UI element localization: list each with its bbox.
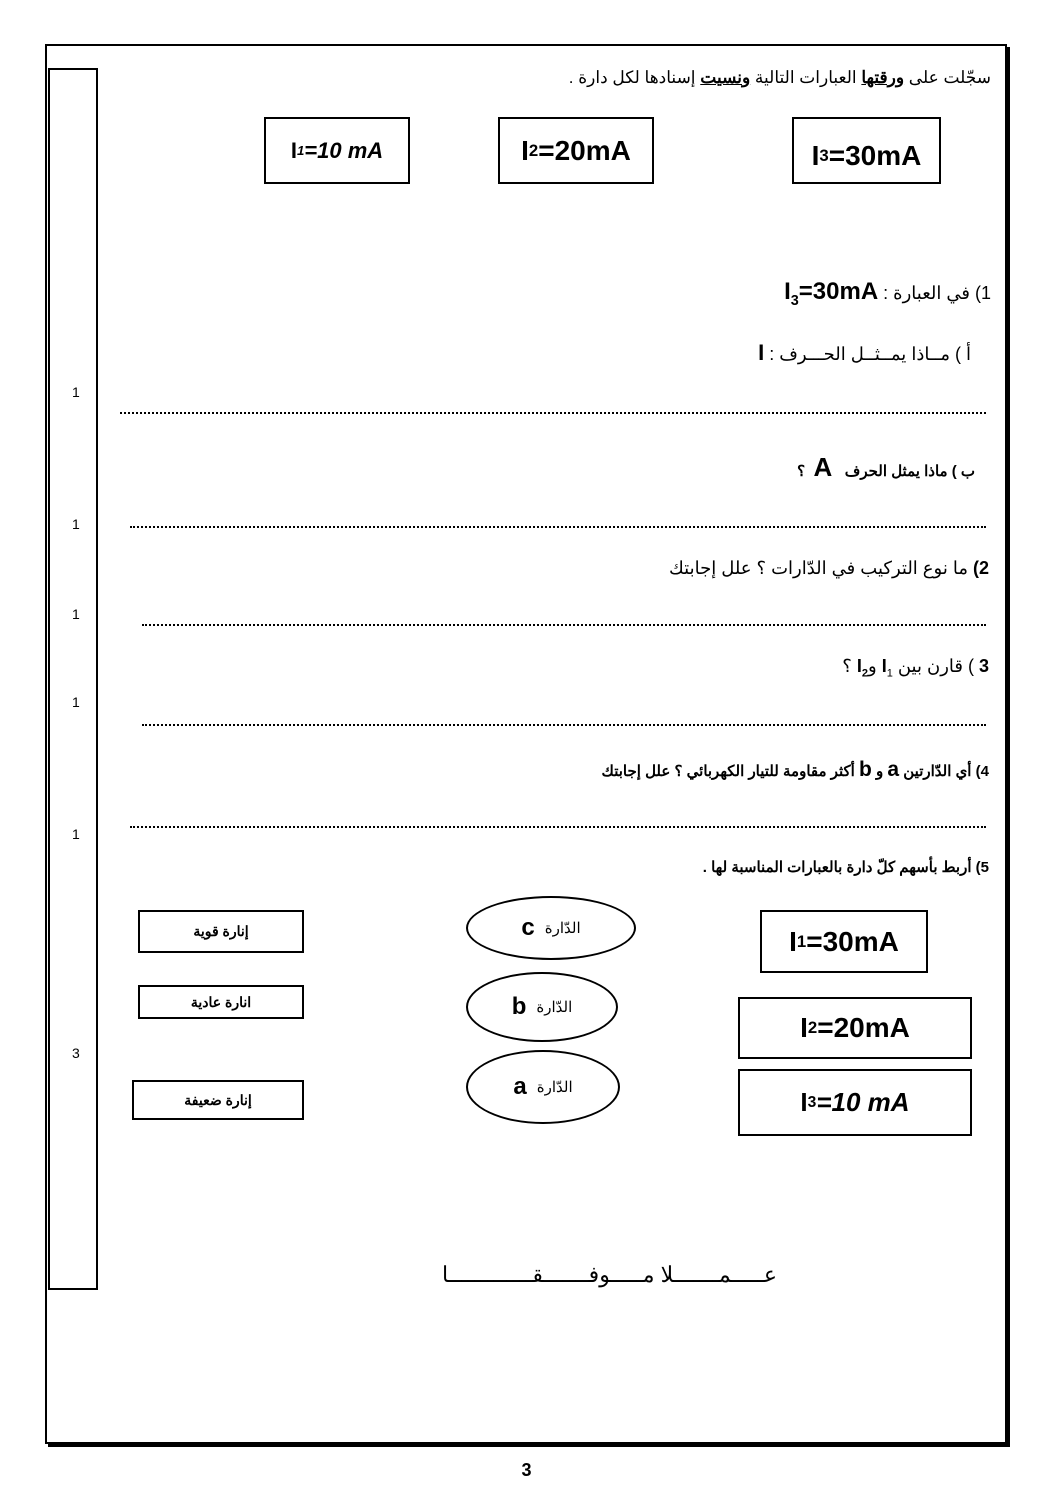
answer-line-q1a[interactable] — [120, 412, 986, 414]
answer-line-q4[interactable] — [130, 826, 986, 828]
q1-text: 1) في العبارة : $I_3=30mA$ — [784, 278, 991, 309]
mark-q3: 1 — [72, 694, 80, 710]
q1b-text: ب ) ماذا يمثل الحرف A ؟ — [797, 452, 975, 482]
answer-line-q3[interactable] — [142, 724, 986, 726]
answer-line-q2[interactable] — [142, 624, 986, 626]
mark-q5: 3 — [72, 1045, 80, 1061]
box-i3-30ma: I 3 =30mA — [792, 117, 941, 184]
box-right-i3-10ma: I 3 =10 mA — [738, 1069, 972, 1136]
closing-wish: عـــــمـــــــلا مـــــوفـــــــقـــــــــــــا — [441, 1262, 777, 1287]
label-strong-light: إنارة قوية — [138, 910, 304, 953]
label-weak-light: إنارة ضعيفة — [132, 1080, 304, 1120]
circuit-c[interactable]: الدّارة c — [466, 896, 636, 960]
box-right-i2-20ma: I 2 =20mA — [738, 997, 972, 1059]
box-i2-20ma: I 2 =20mA — [498, 117, 654, 184]
mark-q2: 1 — [72, 606, 80, 622]
box-right-i1-30ma: I 1 =30mA — [760, 910, 928, 973]
box-i1-10ma: I 1 =10 mA — [264, 117, 410, 184]
q4-text: 4) أي الدّارتين a و b أكثر مقاومة للتيار الكهربائي ؟ علل إجابتك — [601, 758, 989, 781]
q3-text: 3 ) قارن بين $I_1$ وI$_2$ ؟ — [842, 656, 989, 680]
answer-line-q1b[interactable] — [130, 526, 986, 528]
q2-text: 2) ما نوع التركيب في الدّارات ؟ علل إجابتك — [668, 558, 989, 578]
label-normal-light: انارة عادية — [138, 985, 304, 1019]
page-number: 3 — [521, 1460, 532, 1480]
intro-text: سجّلت على ورقتها العبارات التالية ونسيت إسنادها لكل دارة . — [568, 68, 991, 87]
page-frame — [45, 44, 1007, 1444]
mark-q1a: 1 — [72, 384, 80, 400]
mark-q1b: 1 — [72, 516, 80, 532]
q1a-text: أ ) مــاذا يمــثــل الحـــرف : I — [758, 340, 971, 365]
grading-margin — [48, 68, 98, 1290]
circuit-b[interactable]: الدّارة b — [466, 972, 618, 1042]
mark-q4: 1 — [72, 826, 80, 842]
circuit-a[interactable]: الدّارة a — [466, 1050, 620, 1124]
q5-text: 5) أربط بأسهم كلّ دارة بالعبارات المناسبة لها . — [702, 859, 989, 876]
